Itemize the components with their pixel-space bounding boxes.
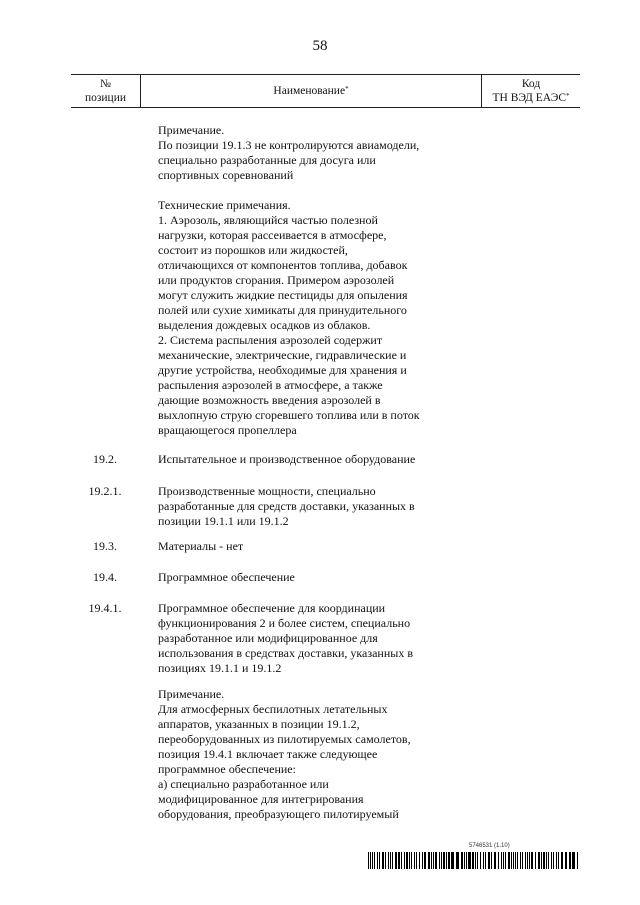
header-name-footnote-mark: * — [345, 85, 349, 93]
item-number: 19.2. — [93, 452, 117, 466]
header-name-label: Наименование — [273, 85, 346, 97]
item-number: 19.4.1. — [88, 601, 122, 615]
item-number: 19.4. — [93, 570, 117, 584]
item-text: Программное обеспечение — [158, 570, 295, 584]
header-code-system: ТН ВЭД ЕАЭС* — [492, 92, 570, 104]
header-number-sign: № — [100, 78, 111, 90]
document-code: 5746531 (1.10) — [469, 843, 510, 849]
item-number: 19.2.1. — [88, 484, 122, 498]
block-text: Примечание. По позиции 19.1.3 не контролируются авиамодели, специально разработанные для досуга или спортивных соревнований — [158, 123, 420, 182]
block-text: Примечание. Для атмосферных беспилотных летательных аппаратов, указанных в позиции 19.1.2, переоборудованных из пилотируемых самолетов, позиция 19.4.1 включает также следующее программное обеспечение: а) специально разработанное или модифицированное для интегрирования оборудования, преобразующего пилотируемый — [158, 687, 411, 821]
item-text: Материалы - нет — [158, 539, 244, 553]
item-text: Программное обеспечение для координации функционирования 2 и более систем, специально разработанное или модифицированное для использования в средствах доставки, указанных в позициях 19.1.1 и 19.1.2 — [158, 601, 413, 675]
block-text: Технические примечания. 1. Аэрозоль, являющийся частью полезной нагрузки, которая рассеивается в атмосфере, состоит из порошков или жидкостей, отличающихся от компонентов топлива, добавок или продуктов сгорания. Примером аэрозолей могут служить жидкие пестициды для опыления полей или сухие химикаты для принудительного выделения дождевых осадков из облаков. 2. Система распыления аэрозолей содержит механические, электрические, гидравлические и другие устройства, необходимые для хранения и распыления аэрозолей в атмосфере, а также дающие возможность введения аэрозолей в выхлопную струю сгоревшего топлива или в поток вращающегося пропеллера — [158, 198, 420, 437]
table-header — [71, 74, 580, 108]
header-name — [141, 75, 481, 107]
header-position-label: позиции — [84, 92, 127, 104]
item-text: Испытательное и производственное оборудование — [158, 452, 416, 466]
header-position-number — [71, 75, 140, 107]
header-code-footnote-mark: * — [566, 92, 570, 100]
item-number: 19.3. — [93, 539, 117, 553]
header-code — [482, 75, 580, 107]
item-text: Производственные мощности, специально разработанные для средств доставки, указанных в позиции 19.1.1 или 19.1.2 — [158, 484, 415, 528]
barcode-image — [368, 852, 580, 869]
header-code-label: Код — [521, 78, 541, 90]
page-number: 58 — [312, 38, 328, 54]
